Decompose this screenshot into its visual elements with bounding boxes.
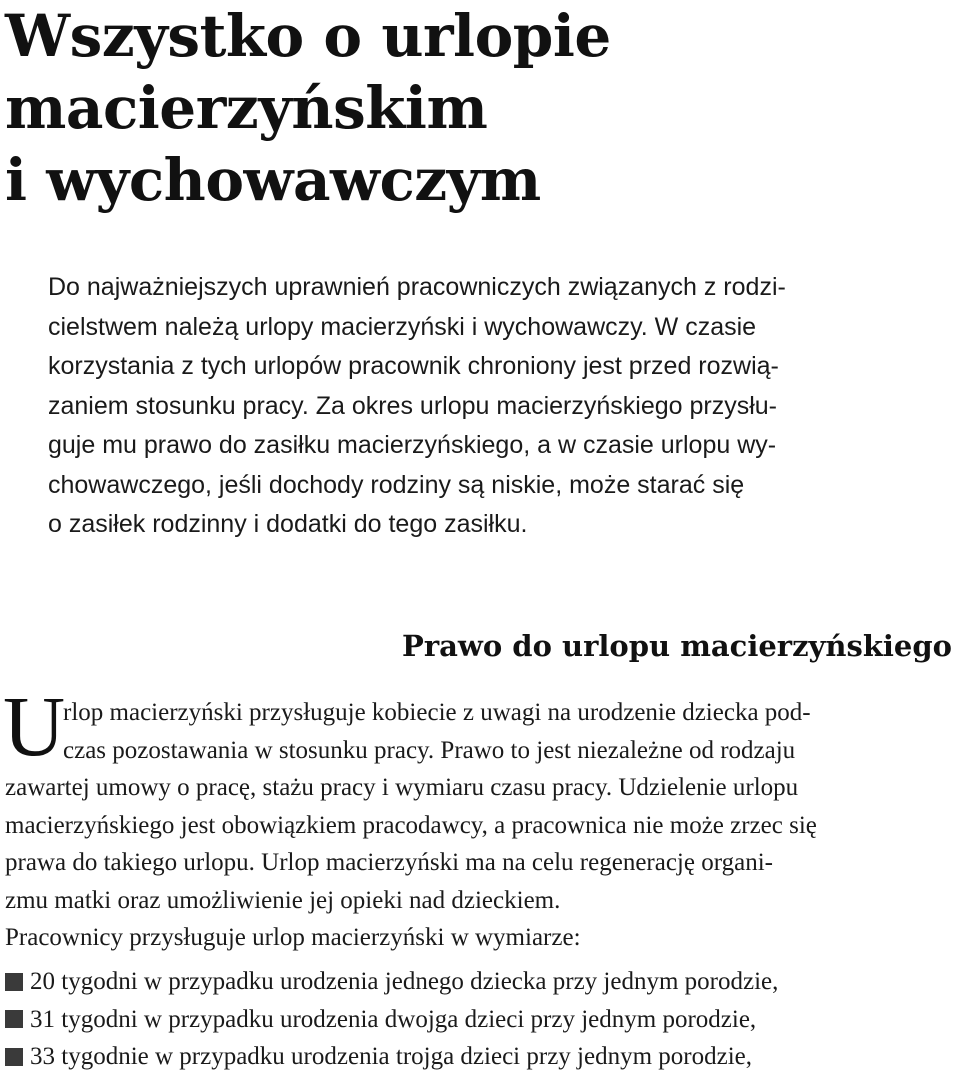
page-title [5, 0, 611, 216]
body-line: rlop macierzyński przysługuje kobiecie z uwagi na urodzenie dziecka pod- [63, 699, 811, 726]
lead-line: o zasiłek rodzinny i dodatki do tego zasiłku. [48, 510, 528, 538]
body-line: zmu matki oraz umożliwienie jej opieki nad dzieckiem. [5, 886, 561, 914]
lead-line: guje mu prawo do zasiłku macierzyńskiego, a w czasie urlopu wy- [48, 431, 777, 459]
section-heading: Prawo do urlopu macierzyńskiego [402, 629, 952, 663]
body-line: zawartej umowy o pracę, stażu pracy i wymiaru czasu pracy. Udzielenie urlopu [5, 774, 799, 801]
title-line: Wszystko o urlopie [5, 2, 611, 70]
square-bullet-icon [5, 1048, 23, 1066]
list-item [5, 1038, 778, 1076]
drop-cap: U [3, 678, 66, 774]
list-item-text: 33 tygodnie w przypadku urodzenia trojga dzieci przy jednym porodzie, [30, 1043, 752, 1070]
lead-line: zaniem stosunku pracy. Za okres urlopu macierzyńskiego przysłu- [48, 391, 777, 420]
lead-line: Do najważniejszych uprawnień pracowniczych związanych z rodzi- [48, 273, 786, 301]
square-bullet-icon [5, 973, 23, 991]
section-body [5, 694, 910, 957]
title-line: i wychowawczym [5, 146, 541, 214]
body-line: czas pozostawania w stosunku pracy. Prawo to jest niezależne od rodzaju [63, 736, 796, 764]
list-item [5, 963, 778, 1001]
title-line: macierzyńskim [5, 74, 488, 142]
body-line: prawa do takiego urlopu. Urlop macierzyński ma na celu regenerację organi- [5, 849, 773, 876]
list-item-text: 31 tygodni w przypadku urodzenia dwojga dzieci przy jednym porodzie, [30, 1005, 757, 1033]
square-bullet-icon [5, 1010, 23, 1028]
lead-line: chowawczego, jeśli dochody rodziny są niskie, może starać się [48, 470, 745, 499]
body-line: Pracownicy przysługuje urlop macierzyński w wymiarze: [5, 924, 581, 951]
lead-line: korzystania z tych urlopów pracownik chroniony jest przed rozwią- [48, 352, 779, 380]
lead-paragraph [48, 268, 916, 545]
lead-line: cielstwem należą urlopy macierzyński i wychowawczy. W czasie [48, 312, 757, 341]
list-item-text: 20 tygodni w przypadku urodzenia jednego dziecka przy jednym porodzie, [30, 968, 779, 995]
list-item [5, 1001, 778, 1039]
bullet-list [5, 963, 778, 1076]
body-line: macierzyńskiego jest obowiązkiem pracodawcy, a pracownica nie może zrzec się [5, 811, 817, 839]
